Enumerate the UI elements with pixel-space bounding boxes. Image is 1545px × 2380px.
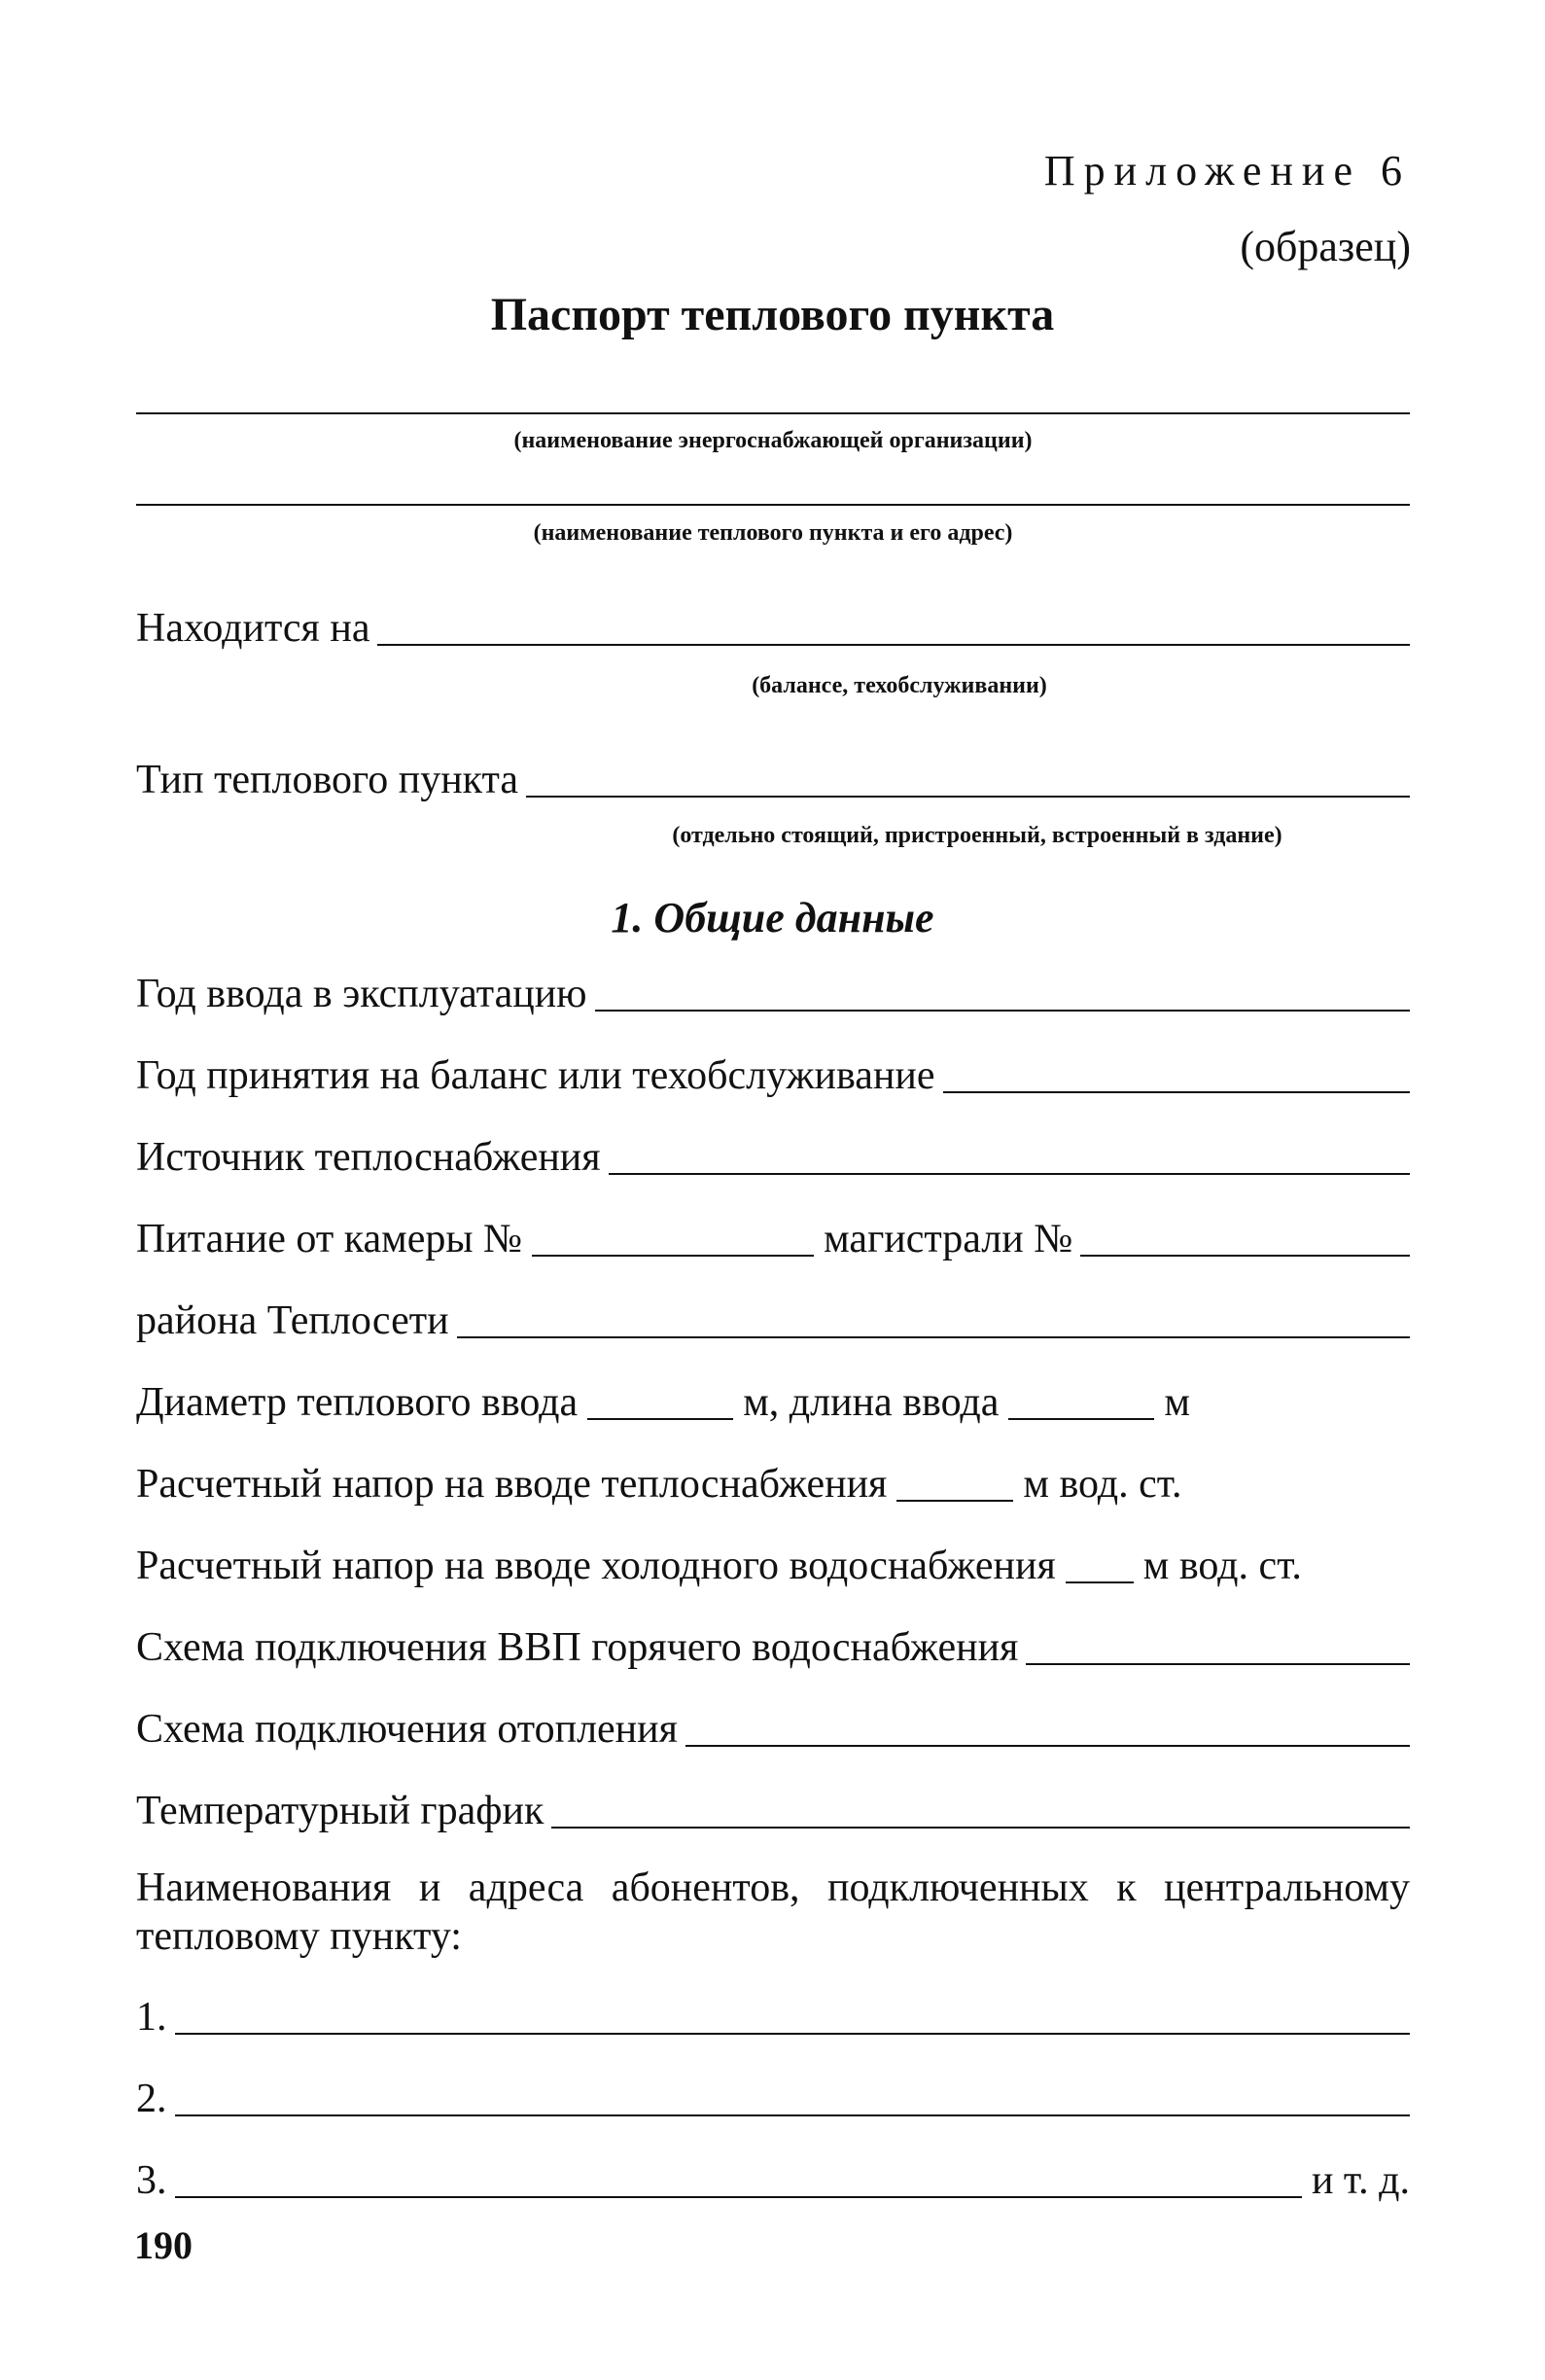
chamber-row <box>136 1216 1410 1262</box>
organization-caption: (наименование энергоснабжающей организации) <box>513 428 1033 453</box>
document-title: Паспорт теплового пункта <box>490 289 1055 340</box>
heat-point-caption: (наименование теплового пункта и его адрес) <box>533 520 1013 546</box>
pressure-water-label: Расчетный напор на вводе холодного водоснабжения <box>136 1544 1056 1588</box>
subscriber-input-line-3[interactable] <box>175 2196 1302 2198</box>
length-input-line[interactable] <box>1008 1418 1154 1420</box>
scheme-hot-water-label: Схема подключения ВВП горячего водоснабжения <box>136 1625 1019 1670</box>
temp-schedule-row <box>136 1788 1410 1834</box>
sample-label: (образец) <box>1240 223 1411 270</box>
subscriber-row-2 <box>136 2076 1410 2122</box>
district-label: района Теплосети <box>136 1298 449 1343</box>
pressure-water-input-line[interactable] <box>1066 1581 1134 1583</box>
type-input-line[interactable] <box>526 796 1410 798</box>
temp-schedule-input-line[interactable] <box>551 1827 1410 1829</box>
scheme-heating-label: Схема подключения отопления <box>136 1707 678 1752</box>
balance-input-line[interactable] <box>377 644 1410 646</box>
type-label: Тип теплового пункта <box>136 758 519 802</box>
year-commissioning-row <box>136 971 1410 1017</box>
subscriber-number-2: 2. <box>136 2077 167 2121</box>
subscribers-intro: Наименования и адреса абонентов, подключенных к центральному тепловому пункту: <box>136 1865 1410 1959</box>
scheme-hot-water-row <box>136 1624 1410 1671</box>
subscriber-row-1 <box>136 1994 1410 2041</box>
main-input-line[interactable] <box>1080 1255 1410 1257</box>
pressure-heat-unit: м вод. ст. <box>1023 1462 1182 1507</box>
pressure-water-row <box>136 1543 1410 1589</box>
type-row <box>136 757 1410 803</box>
diameter-unit: м, длина ввода <box>743 1380 1000 1425</box>
heat-point-input-line[interactable] <box>136 504 1410 506</box>
heat-source-label: Источник теплоснабжения <box>136 1135 601 1180</box>
year-accepted-label: Год принятия на баланс или техобслуживание <box>136 1053 935 1098</box>
type-caption: (отдельно стоящий, пристроенный, встроенный в здание) <box>672 823 1282 848</box>
temp-schedule-label: Температурный график <box>136 1789 544 1833</box>
subscriber-row-3 <box>136 2157 1410 2204</box>
balance-label: Находится на <box>136 606 370 651</box>
pressure-heat-input-line[interactable] <box>896 1500 1013 1502</box>
chamber-input-line[interactable] <box>532 1255 814 1257</box>
year-accepted-input-line[interactable] <box>943 1091 1410 1093</box>
pressure-water-unit: м вод. ст. <box>1142 1544 1302 1588</box>
chamber-label: Питание от камеры № <box>136 1217 523 1261</box>
district-row <box>136 1297 1410 1344</box>
diameter-row <box>136 1379 1410 1426</box>
scheme-heating-input-line[interactable] <box>685 1745 1410 1747</box>
heat-source-row <box>136 1134 1410 1181</box>
section-title: 1. Общие данные <box>611 894 934 941</box>
subscriber-input-line-2[interactable] <box>175 2114 1411 2116</box>
pressure-heat-label: Расчетный напор на вводе теплоснабжения <box>136 1462 888 1507</box>
subscriber-input-line-1[interactable] <box>175 2033 1411 2035</box>
diameter-input-line[interactable] <box>587 1418 733 1420</box>
appendix-label: Приложение 6 <box>1043 147 1411 195</box>
scheme-heating-row <box>136 1706 1410 1753</box>
subscriber-number-1: 1. <box>136 1995 167 2040</box>
diameter-label: Диаметр теплового ввода <box>136 1380 579 1425</box>
etc-label: и т. д. <box>1311 2158 1410 2203</box>
length-unit: м <box>1164 1380 1190 1425</box>
district-input-line[interactable] <box>457 1336 1410 1338</box>
scheme-hot-water-input-line[interactable] <box>1026 1663 1410 1665</box>
main-label: магистрали № <box>824 1217 1073 1261</box>
subscriber-number-3: 3. <box>136 2158 167 2203</box>
year-commissioning-input-line[interactable] <box>595 1010 1410 1012</box>
balance-row <box>136 605 1410 652</box>
page-number: 190 <box>134 2223 193 2267</box>
balance-caption: (балансе, техобслуживании) <box>752 673 1047 698</box>
year-commissioning-label: Год ввода в эксплуатацию <box>136 972 587 1016</box>
year-accepted-row <box>136 1052 1410 1099</box>
heat-source-input-line[interactable] <box>609 1173 1410 1175</box>
pressure-heat-row <box>136 1461 1410 1508</box>
organization-input-line[interactable] <box>136 412 1410 414</box>
